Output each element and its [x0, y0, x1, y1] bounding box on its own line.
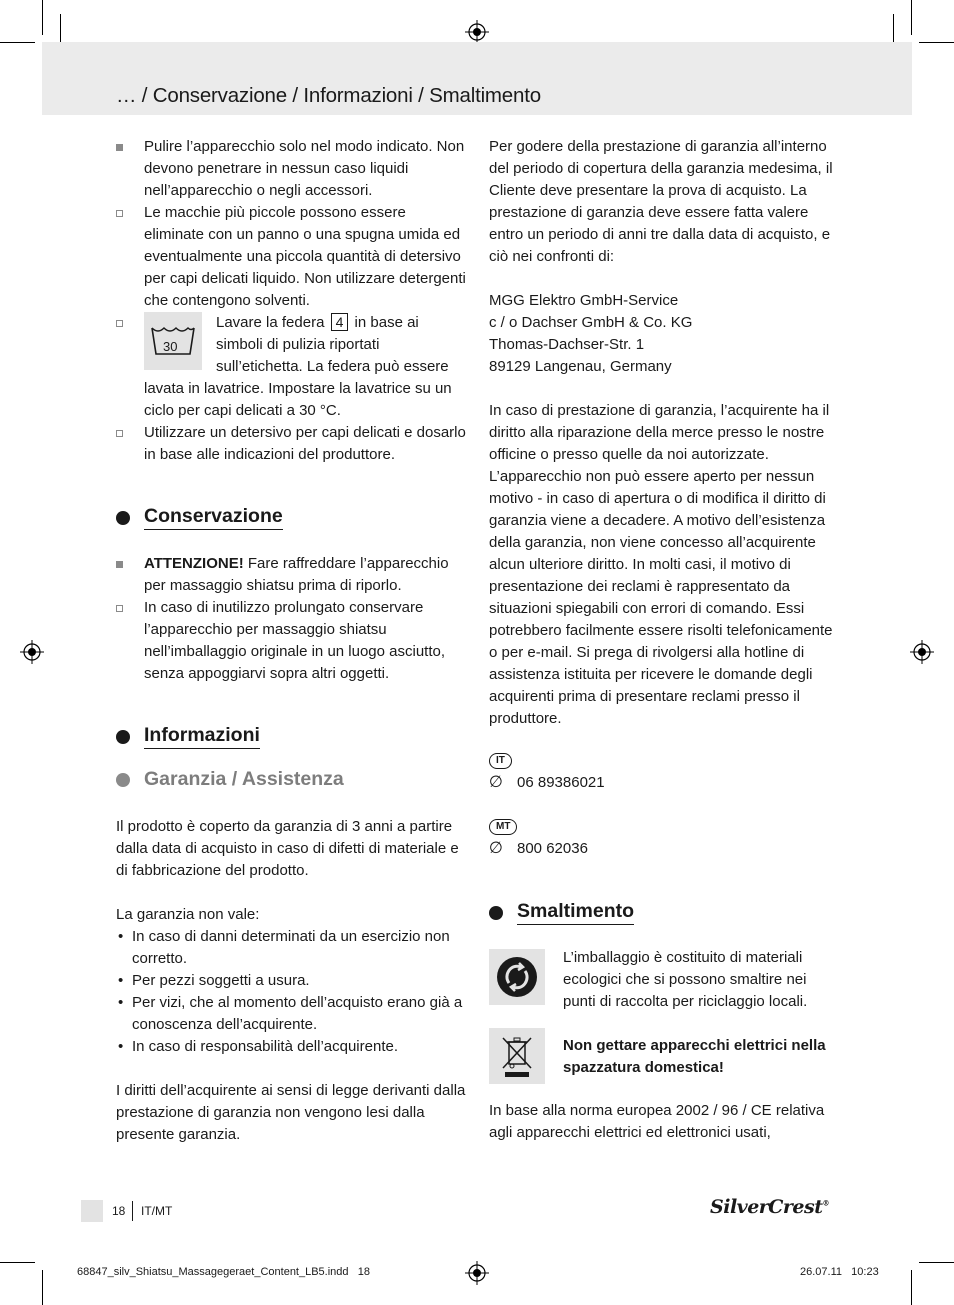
heading-bullet-icon [489, 906, 503, 920]
list-item [116, 202, 466, 312]
storage-instruction: In caso di inutilizzo prolungato conservare l’apparecchio per massaggio shiatsu nell’imballaggio originale in un luogo asciutto, senza appoggiarvi sopra altri oggetti. [144, 599, 446, 682]
packaging-text: L’imballaggio è costituito di materiali ecologici che si possono smaltire nei punti di raccolta per riciclaggio locali. [563, 949, 808, 1010]
hotline-it [489, 748, 839, 794]
list-item [116, 136, 466, 202]
warning-label: ATTENZIONE! [144, 555, 244, 572]
list-item: • Per pezzi soggetti a usura. [116, 970, 466, 992]
crop-mark [919, 1262, 954, 1263]
brand-logo [710, 1196, 829, 1218]
registration-mark-icon [465, 20, 489, 44]
part-number-box: 4 [331, 313, 349, 331]
directive-text: In base alla norma europea 2002 / 96 / CE relativa agli apparecchi elettrici ed elettronici usati, [489, 1102, 825, 1141]
list-item [116, 312, 466, 422]
wash-text-end: in base ai simboli di pulizia riportati sull’etichetta. La federa può essere lavata in lavatrice. Impostare la lavatrice su un ciclo per capi delicati a 30 °C. [144, 314, 452, 419]
registration-mark-icon [20, 640, 44, 664]
registration-mark-icon [465, 1261, 489, 1285]
phone-row [489, 838, 839, 860]
language-code: IT/MT [141, 1204, 173, 1218]
crop-mark [0, 1262, 35, 1263]
heading-bullet-icon [116, 773, 130, 787]
recycling-icon [489, 949, 545, 1005]
weee-bin-icon [489, 1028, 545, 1084]
address-line: Thomas-Dachser-Str. 1 [489, 336, 645, 353]
warranty-heading-text: Garanzia / Assistenza [144, 768, 344, 790]
storage-warning [144, 553, 466, 597]
address-line: c / o Dachser GmbH & Co. KG [489, 314, 693, 331]
wash-symbol-icon [144, 312, 202, 370]
crop-mark [911, 1270, 912, 1305]
heading-bullet-icon [116, 511, 130, 525]
list-item: • In caso di responsabilità dell’acquirente. [116, 1036, 466, 1058]
storage-heading-text: Conservazione [144, 505, 283, 530]
list-item: • In caso di danni determinati da un esercizio non corretto. [116, 926, 466, 970]
heading-bullet-icon [116, 730, 130, 744]
weee-warning: Non gettare apparecchi elettrici nella spazzatura domestica! [563, 1037, 826, 1076]
info-heading [116, 724, 260, 749]
wash-text-start: Lavare la federa [216, 314, 325, 331]
list-item [116, 553, 466, 597]
crop-mark [0, 42, 35, 43]
page-title: … / Conservazione / Informazioni / Smaltimento [116, 84, 541, 107]
registration-mark-icon [910, 640, 934, 664]
footer-divider [132, 1201, 133, 1221]
list-item [116, 597, 466, 685]
crop-mark [911, 0, 912, 35]
disposal-heading [489, 900, 634, 925]
disposal-heading-text: Smaltimento [517, 900, 634, 925]
slug-date: 26.07.11 10:23 [800, 1266, 879, 1278]
bullet-square-icon [116, 561, 123, 568]
phone-number: 06 89386021 [517, 774, 605, 791]
warranty-intro: Il prodotto è coperto da garanzia di 3 anni a partire dalla data di acquisto in caso di difetti di materiale e di fabbricazione del prodotto. [116, 818, 459, 879]
slug-filename: 68847_silv_Shiatsu_Massagegeraet_Content_LB5.indd 18 [77, 1266, 370, 1278]
bullet-square-outline-icon [116, 320, 123, 327]
country-badge: IT [489, 753, 512, 769]
warning-text: Fare raffreddare l’apparecchio per massaggio shiatsu prima di riporlo. [144, 555, 449, 594]
brand-mark: ® [822, 1198, 829, 1208]
info-heading-text: Informazioni [144, 724, 260, 749]
warranty-section [116, 816, 466, 1146]
footer-page-box [81, 1200, 103, 1222]
country-badge: MT [489, 819, 517, 835]
address-line: 89129 Langenau, Germany [489, 358, 672, 375]
phone-icon: ∅ [489, 774, 503, 791]
list-item [116, 422, 466, 466]
hotline-mt [489, 814, 839, 860]
stain-instruction: Le macchie più piccole possono essere eliminate con un panno o una spugna umida ed eventualmente una piccola quantità di detersivo per capi delicati liquido. Non utilizzare detergenti che contengono solventi. [144, 204, 466, 309]
crop-mark [919, 42, 954, 43]
address-line: MGG Elektro GmbH-Service [489, 292, 679, 309]
storage-section [116, 553, 466, 685]
page-number: 18 [112, 1204, 126, 1218]
phone-number: 800 62036 [517, 840, 588, 857]
list-item: • Per vizi, che al momento dell’acquisto erano già a conoscenza dell’acquirente. [116, 992, 466, 1036]
proof-text: Per godere della prestazione di garanzia all’interno del periodo di copertura della garanzia medesima, il Cliente deve presentare la prova di acquisto. La prestazione di garanzia deve essere fatta valere entro un periodo di anni tre dalla data di acquisto, e ciò nei confronti di: [489, 138, 833, 265]
warranty-rights: I diritti dell’acquirente ai sensi di legge derivanti dalla prestazione di garanzia non vengono lesi dalla presente garanzia. [116, 1082, 466, 1143]
storage-heading [116, 505, 283, 530]
service-text: In caso di prestazione di garanzia, l’acquirente ha il diritto alla riparazione della merce presso le nostre officine o presso quelle da noi autorizzate. L’apparecchio non può essere aperto per nessun motivo - in caso di apertura o di modifica il diritto di garanzia viene a decadere. A motivo dell’esistenza della garanzia, non viene concesso all’acquirente alcun ulteriore diritto. In molti casi, il motivo di presentazione dei reclami è rappresentato da situazioni spiegabili con errori di comando. Essi potrebbero facilmente essere risolti telefonicamente o per e-mail. Si prega di rivolgersi alla hotline di assistenza istituita per ricevere le domande degli acquirenti prima di presentare reclami presso il produttore. [489, 402, 833, 727]
bullet-square-outline-icon [116, 210, 123, 217]
bullet-square-icon [116, 144, 123, 151]
wash-temperature: 30 [163, 339, 178, 354]
phone-icon: ∅ [489, 840, 503, 857]
detergent-instruction: Utilizzare un detersivo per capi delicati e dosarlo in base alle indicazioni del produttore. [144, 424, 466, 463]
warranty-not-valid: La garanzia non vale: [116, 906, 260, 923]
phone-row [489, 772, 839, 794]
crop-mark [42, 1270, 43, 1305]
bullet-square-outline-icon [116, 430, 123, 437]
cleaning-instruction: Pulire l’apparecchio solo nel modo indicato. Non devono penetrare in nessun caso liquidi nell’apparecchio o negli accessori. [144, 138, 465, 199]
bullet-square-outline-icon [116, 605, 123, 612]
crop-mark [42, 0, 43, 35]
warranty-proof-section [489, 136, 839, 730]
cleaning-section [116, 136, 466, 466]
warranty-heading [116, 768, 344, 792]
brand-name: SilverCrest [710, 1196, 823, 1218]
